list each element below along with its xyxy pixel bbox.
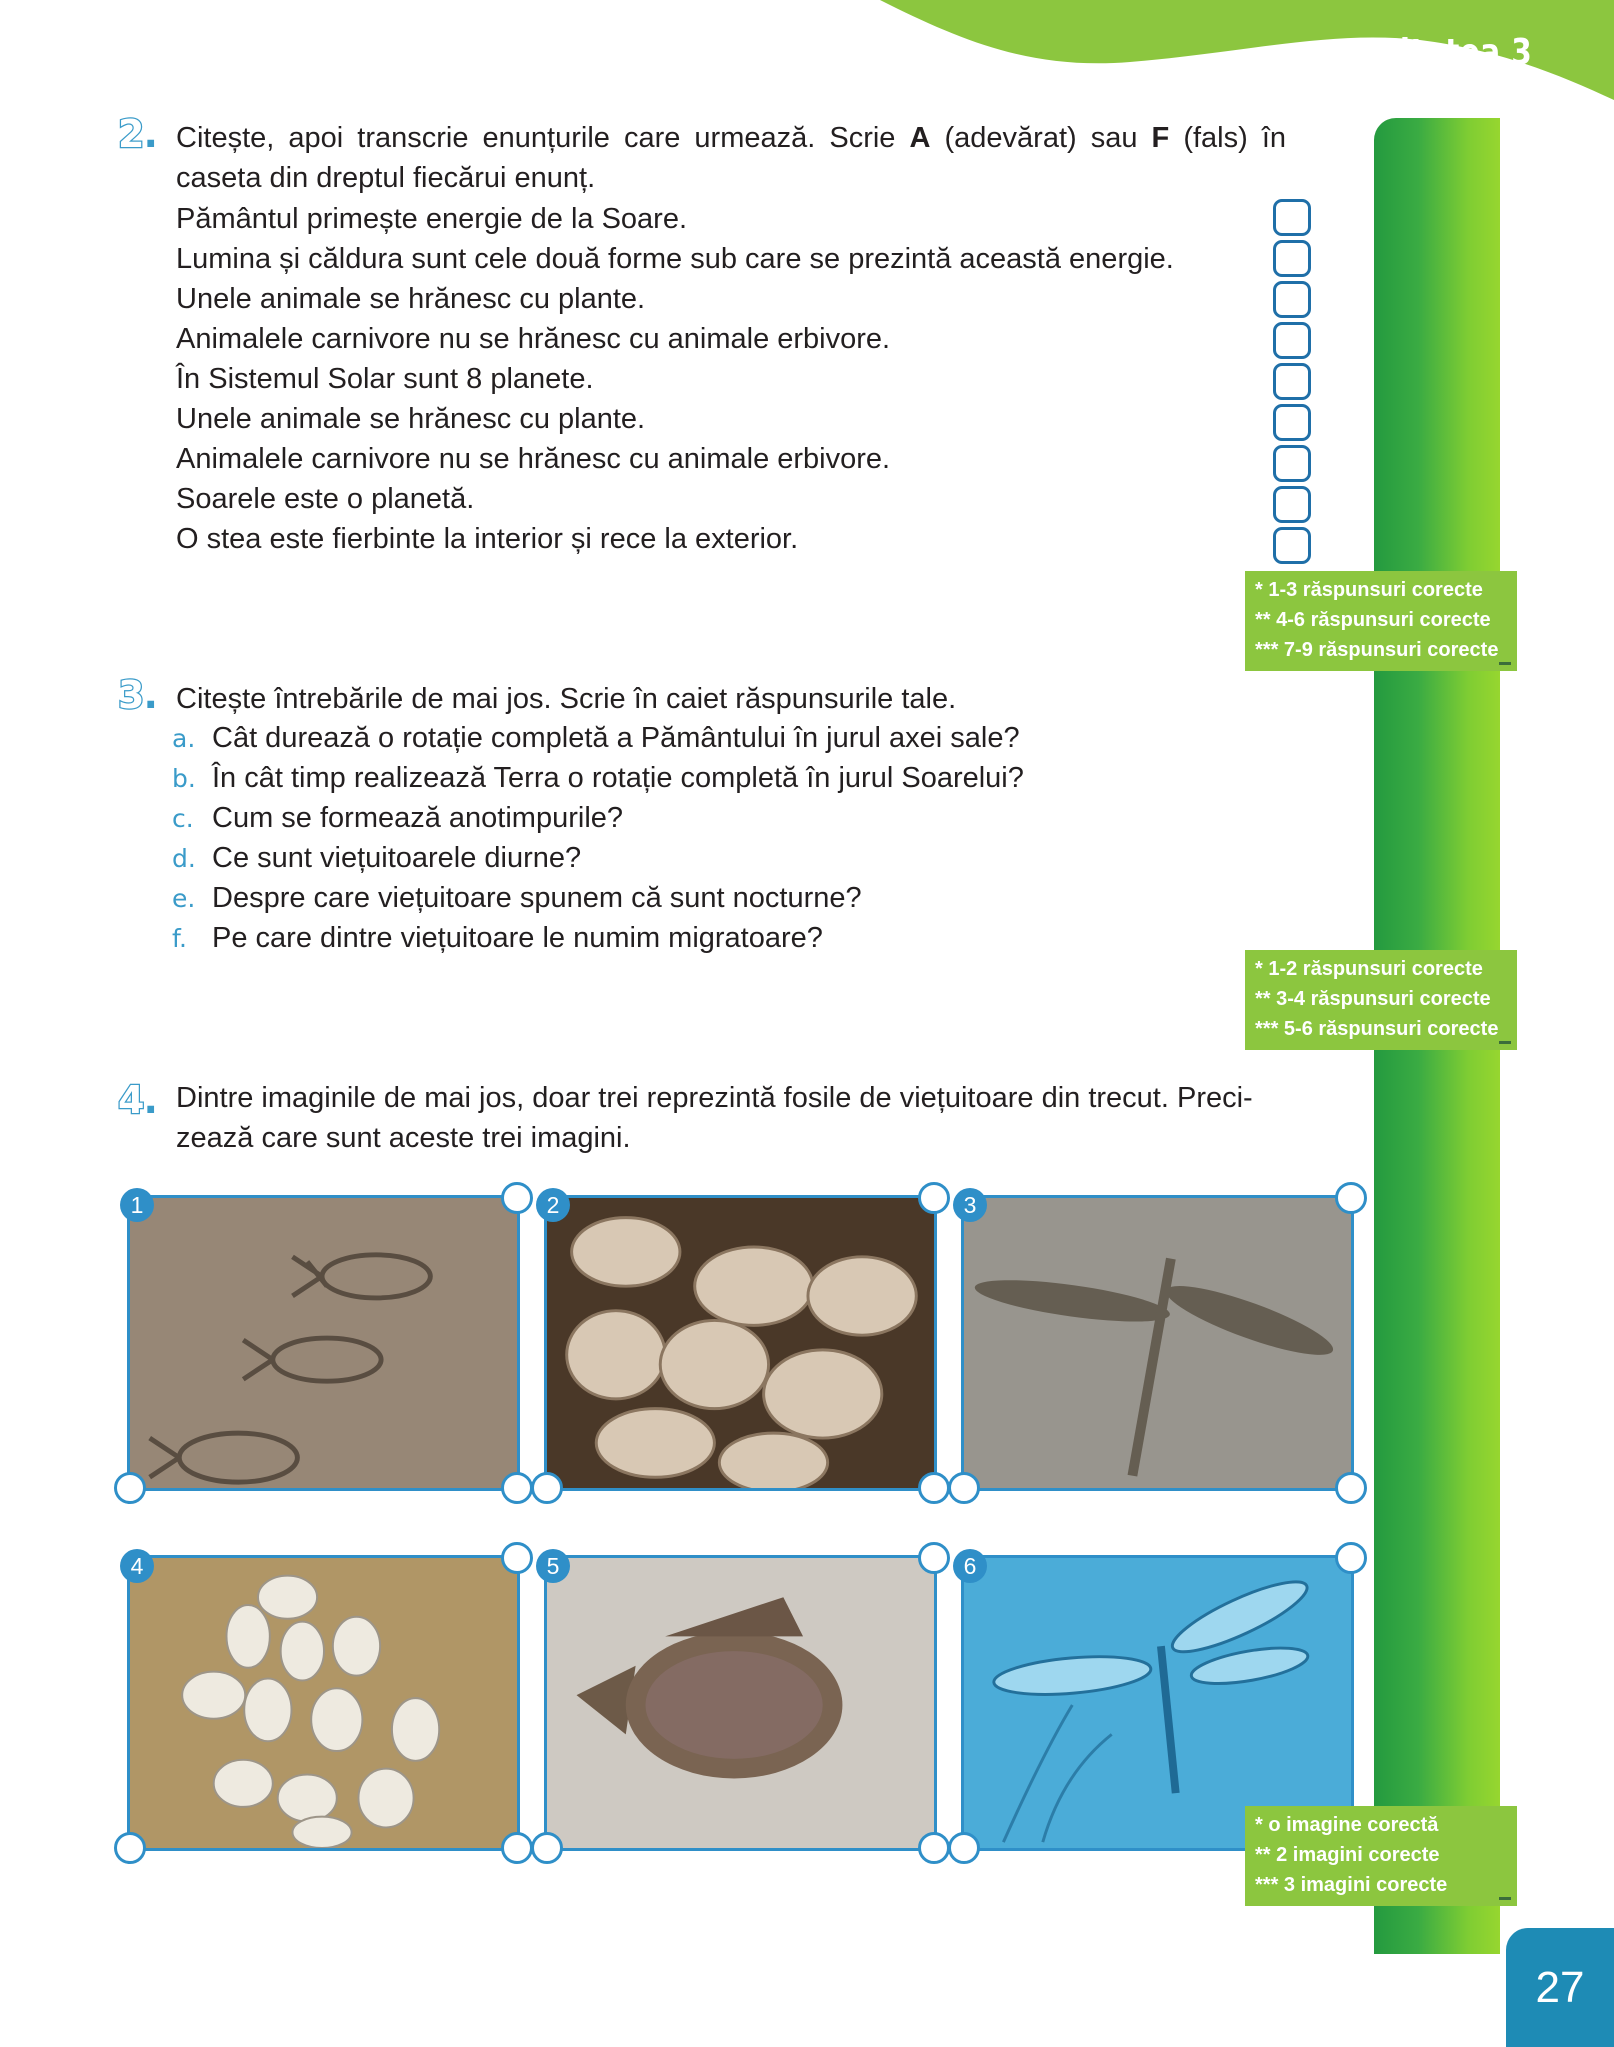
answer-box[interactable] <box>1273 199 1311 236</box>
statement: Unele animale se hrănesc cu plante. <box>176 283 646 315</box>
exercise-3-instructions: Citește întrebările de mai jos. Scrie în caiet răspunsurile tale. <box>176 683 957 715</box>
image-number-badge: 3 <box>953 1188 987 1222</box>
image-number-badge: 4 <box>120 1549 154 1583</box>
statement: Lumina și căldura sunt cele două forme sub care se prezintă această energie. <box>176 243 1174 275</box>
question-item: d. Ce sunt viețuitoarele diurne? <box>172 842 582 874</box>
image-number-badge: 1 <box>120 1188 154 1222</box>
page-number: 27 <box>1506 1928 1614 2047</box>
answer-box[interactable] <box>1273 322 1311 359</box>
score-legend-exercise-4: * o imagine corectă ** 2 imagini corecte *** 3 imagini corecte <box>1245 1806 1517 1906</box>
photo-eggs-in-nest[interactable] <box>127 1555 520 1851</box>
statement: Unele animale se hrănesc cu plante. <box>176 403 646 435</box>
statement: Pământul primește energie de la Soare. <box>176 203 688 235</box>
statement: Soarele este o planetă. <box>176 483 475 515</box>
exercise-2-instructions: Citește, apoi transcrie enunțurile care urmează. Scrie A (adevărat) sau F (fals) în caseta din dreptul fiecărui enunț. <box>176 122 1287 194</box>
answer-box[interactable] <box>1273 404 1311 441</box>
answer-box[interactable] <box>1273 240 1311 277</box>
photo-fish-fossil[interactable] <box>544 1555 937 1851</box>
score-legend-exercise-2: * 1-3 răspunsuri corecte ** 4-6 răspunsuri corecte *** 7-9 răspunsuri corecte <box>1245 571 1517 671</box>
question-list <box>172 718 1024 958</box>
exercise-4-instructions: Dintre imaginile de mai jos, doar trei reprezintă fosile de viețuitoare din trecut. Preci- zează care sunt aceste trei imagini. <box>176 1082 1253 1154</box>
question-item: e. Despre care viețuitoare spunem că sunt nocturne? <box>172 882 862 914</box>
answer-box[interactable] <box>1273 486 1311 523</box>
exercise-3-number: 3. <box>118 673 157 717</box>
image-number-badge: 2 <box>536 1188 570 1222</box>
statement: Animalele carnivore nu se hrănesc cu animale erbivore. <box>176 443 891 475</box>
unit-title: Unitatea 3 <box>1353 32 1532 73</box>
image-number-badge: 5 <box>536 1549 570 1583</box>
answer-box[interactable] <box>1273 445 1311 482</box>
photo-dragonfly-fossil[interactable] <box>961 1195 1354 1491</box>
image-number-badge: 6 <box>953 1549 987 1583</box>
statement: Animalele carnivore nu se hrănesc cu animale erbivore. <box>176 323 891 355</box>
statement: O stea este fierbinte la interior și rece la exterior. <box>176 523 799 555</box>
exercise-4-number: 4. <box>118 1078 157 1122</box>
question-item: a. Cât durează o rotație completă a Pământului în jurul axei sale? <box>172 722 1020 754</box>
score-legend-exercise-3: * 1-2 răspunsuri corecte ** 3-4 răspunsuri corecte *** 5-6 răspunsuri corecte <box>1245 950 1517 1050</box>
question-item: b. În cât timp realizează Terra o rotație completă în jurul Soarelui? <box>172 762 1024 794</box>
question-item: f. Pe care dintre viețuitoare le numim migratoare? <box>172 922 823 954</box>
question-item: c. Cum se formează anotimpurile? <box>172 802 624 834</box>
answer-box-column <box>1273 199 1311 568</box>
photo-dinosaur-egg-fossils[interactable] <box>544 1195 937 1491</box>
answer-box[interactable] <box>1273 363 1311 400</box>
photo-sand-fish-drawings[interactable] <box>127 1195 520 1491</box>
exercise-2-number: 2. <box>118 112 157 156</box>
statement-list <box>176 199 1174 559</box>
answer-box[interactable] <box>1273 527 1311 564</box>
answer-box[interactable] <box>1273 281 1311 318</box>
statement: În Sistemul Solar sunt 8 planete. <box>176 363 594 395</box>
